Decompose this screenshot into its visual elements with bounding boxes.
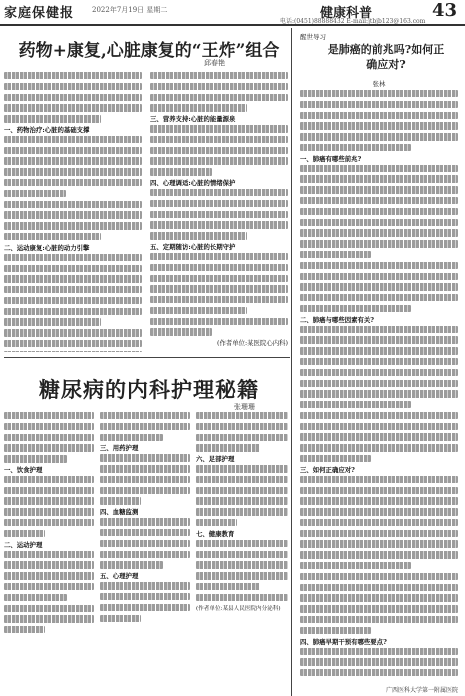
text-line — [4, 190, 66, 197]
sidebar-title: 是肺癌的前兆吗?如何正确应对? — [327, 43, 445, 71]
text-line — [100, 518, 190, 525]
text-line — [196, 465, 288, 472]
sidebar-article-lung — [296, 28, 462, 694]
text-line — [100, 582, 190, 589]
section-heading: 五、心理护理 — [100, 572, 139, 581]
text-line — [150, 318, 288, 325]
text-line — [196, 594, 288, 601]
text-line — [4, 211, 142, 218]
section-heading: 二、运动康复:心脏的动力引擎 — [4, 243, 90, 252]
text-line — [4, 551, 94, 558]
text-line — [100, 615, 141, 622]
text-line — [196, 444, 260, 451]
text-line — [300, 369, 458, 376]
text-line — [100, 434, 163, 441]
text-line — [150, 104, 247, 111]
text-line — [196, 487, 288, 494]
text-line — [150, 232, 247, 239]
text-line — [300, 175, 458, 182]
text-line — [150, 275, 288, 282]
text-line — [196, 572, 288, 579]
text-line — [4, 147, 142, 154]
text-line — [300, 594, 458, 601]
text-line — [300, 347, 458, 354]
article-diabetes-care — [4, 362, 290, 692]
text-line — [150, 125, 288, 132]
article-column-2 — [100, 412, 190, 688]
article-column-3 — [196, 412, 288, 688]
text-line — [100, 551, 190, 558]
text-line — [150, 83, 288, 90]
text-line — [300, 455, 371, 462]
text-line — [196, 540, 288, 547]
text-line — [300, 508, 458, 515]
section-heading: 四、血糖监测 — [100, 508, 139, 517]
text-line — [300, 186, 458, 193]
text-line — [150, 147, 288, 154]
text-line — [100, 497, 141, 504]
text-line — [300, 627, 371, 634]
text-line — [196, 561, 288, 568]
article-title: 药物+康复,心脏康复的“王炸”组合 — [18, 41, 280, 61]
page-header — [0, 0, 465, 26]
section-heading: 五、定期随访:心脏的长期守护 — [150, 242, 236, 251]
text-line — [300, 540, 458, 547]
text-line — [4, 286, 142, 293]
text-line — [300, 605, 458, 612]
text-line — [4, 265, 142, 272]
text-line — [4, 157, 142, 164]
masthead: 家庭保健报 — [4, 6, 75, 21]
text-line — [300, 423, 458, 430]
text-line — [196, 583, 260, 590]
text-line — [300, 283, 458, 290]
text-line — [4, 329, 142, 336]
section-heading: 三、用药护理 — [100, 444, 139, 453]
text-line — [4, 297, 142, 304]
text-line — [4, 136, 142, 143]
page-number: 43 — [432, 0, 458, 21]
text-line — [300, 122, 458, 129]
section-heading: 一、药物治疗:心脏的基础支撑 — [4, 125, 90, 134]
text-line — [300, 251, 371, 258]
text-line — [4, 497, 94, 504]
article-footer: (作者单位:某医院心内科) — [216, 339, 288, 348]
text-line — [100, 540, 190, 547]
section-heading: 四、心理调适:心脏的情绪保护 — [150, 179, 236, 188]
text-line — [300, 358, 458, 365]
section-heading: 一、肺癌有哪些前兆? — [300, 154, 362, 163]
text-line — [300, 380, 458, 387]
text-line — [4, 318, 101, 325]
text-line — [100, 604, 190, 611]
article-heart-rehab — [4, 28, 290, 358]
text-line — [150, 168, 212, 175]
text-line — [300, 273, 458, 280]
text-line — [300, 573, 458, 580]
text-line — [300, 648, 458, 655]
text-line — [4, 412, 94, 419]
text-line — [4, 275, 142, 282]
sidebar-kicker: 醒世导习 — [300, 33, 326, 41]
text-line — [4, 104, 142, 111]
text-line — [4, 519, 94, 526]
text-line — [4, 476, 94, 483]
text-line — [4, 626, 45, 633]
text-line — [4, 72, 142, 79]
text-line — [4, 561, 94, 568]
text-line — [300, 390, 458, 397]
text-line — [300, 326, 458, 333]
text-line — [300, 497, 458, 504]
text-line — [300, 412, 458, 419]
text-line — [150, 136, 288, 143]
text-line — [100, 454, 190, 461]
text-line — [4, 201, 142, 208]
section-heading: 二、运动护理 — [4, 540, 43, 549]
text-line — [100, 423, 190, 430]
text-line — [100, 593, 190, 600]
text-line — [150, 94, 288, 101]
text-line — [4, 583, 94, 590]
text-line — [196, 423, 288, 430]
text-line — [300, 476, 458, 483]
article-column-left — [4, 72, 142, 352]
text-line — [100, 476, 190, 483]
article-footer: (作者单位:某县人民医院内分泌科) — [196, 605, 281, 612]
text-line — [300, 433, 458, 440]
text-line — [4, 83, 142, 90]
text-line — [4, 530, 45, 537]
column-divider — [291, 28, 292, 696]
text-line — [196, 519, 237, 526]
text-line — [4, 434, 94, 441]
text-line — [150, 72, 288, 79]
text-line — [4, 168, 142, 175]
article-author: 邱春艳 — [204, 59, 225, 67]
text-line — [100, 465, 190, 472]
text-line — [300, 562, 411, 569]
text-line — [196, 434, 288, 441]
text-line — [100, 412, 190, 419]
sidebar-author: 张林 — [372, 80, 386, 88]
text-line — [300, 294, 458, 301]
text-line — [300, 229, 458, 236]
text-line — [300, 208, 458, 215]
text-line — [4, 340, 142, 347]
issue-date: 2022年7月19日 星期二 — [92, 6, 168, 14]
section-heading: 四、肺癌早期干预有哪些要点? — [300, 637, 387, 646]
text-line — [300, 90, 458, 97]
text-line — [4, 615, 94, 622]
text-line — [4, 487, 94, 494]
article-column-1 — [4, 412, 94, 688]
text-line — [300, 444, 458, 451]
contact-line: 电话:(0451)88888432 E-mail:jtbjb123@163.com — [280, 18, 426, 25]
text-line — [150, 189, 288, 196]
article-author: 张珊珊 — [234, 403, 255, 411]
text-line — [300, 658, 458, 665]
text-line — [150, 285, 288, 292]
text-line — [150, 211, 288, 218]
text-line — [100, 561, 163, 568]
text-line — [300, 165, 458, 172]
text-line — [300, 262, 458, 269]
text-line — [196, 476, 288, 483]
section-heading: 七、健康教育 — [196, 529, 235, 538]
text-line — [300, 101, 458, 108]
text-line — [300, 530, 458, 537]
text-line — [150, 328, 212, 335]
section-heading: 六、足部护理 — [196, 455, 235, 464]
section-title: 健康科普 — [320, 6, 373, 21]
text-line — [4, 115, 101, 122]
text-line — [4, 94, 142, 101]
text-line — [300, 133, 458, 140]
text-line — [300, 669, 458, 676]
text-line — [150, 296, 288, 303]
text-line — [4, 254, 142, 261]
text-line — [300, 616, 458, 623]
text-line — [300, 336, 458, 343]
text-line — [4, 222, 142, 229]
text-line — [4, 572, 94, 579]
text-line — [4, 594, 67, 601]
text-line — [300, 551, 458, 558]
text-line — [196, 551, 288, 558]
text-line — [4, 508, 94, 515]
text-line — [150, 221, 288, 228]
section-heading: 三、营养支持:心脏的能量源泉 — [150, 115, 236, 124]
text-line — [300, 197, 458, 204]
text-line — [150, 157, 288, 164]
sidebar-footer: 广西医科大学第一附属医院 — [385, 687, 458, 694]
sidebar-body — [300, 78, 458, 678]
text-line — [196, 412, 288, 419]
article-title: 糖尿病的内科护理秘籍 — [39, 377, 259, 402]
text-line — [300, 240, 458, 247]
text-line — [300, 305, 411, 312]
text-line — [100, 529, 190, 536]
text-line — [4, 351, 142, 352]
text-line — [150, 307, 247, 314]
text-line — [4, 444, 94, 451]
section-heading: 三、如何正确应对? — [300, 465, 355, 474]
text-line — [300, 401, 411, 408]
text-line — [4, 308, 142, 315]
text-line — [4, 605, 94, 612]
text-line — [300, 487, 458, 494]
text-line — [196, 497, 288, 504]
text-line — [300, 584, 458, 591]
text-line — [196, 508, 288, 515]
text-line — [4, 455, 67, 462]
text-line — [150, 264, 288, 271]
text-line — [150, 200, 288, 207]
text-line — [4, 233, 101, 240]
text-line — [300, 219, 458, 226]
text-line — [4, 179, 142, 186]
section-heading: 二、肺癌与哪些因素有关? — [300, 315, 375, 324]
text-line — [100, 487, 190, 494]
text-line — [300, 144, 411, 151]
article-column-right — [150, 72, 288, 352]
text-line — [300, 519, 458, 526]
text-line — [150, 253, 288, 260]
text-line — [300, 112, 458, 119]
section-heading: 一、饮食护理 — [4, 465, 43, 474]
text-line — [4, 423, 94, 430]
